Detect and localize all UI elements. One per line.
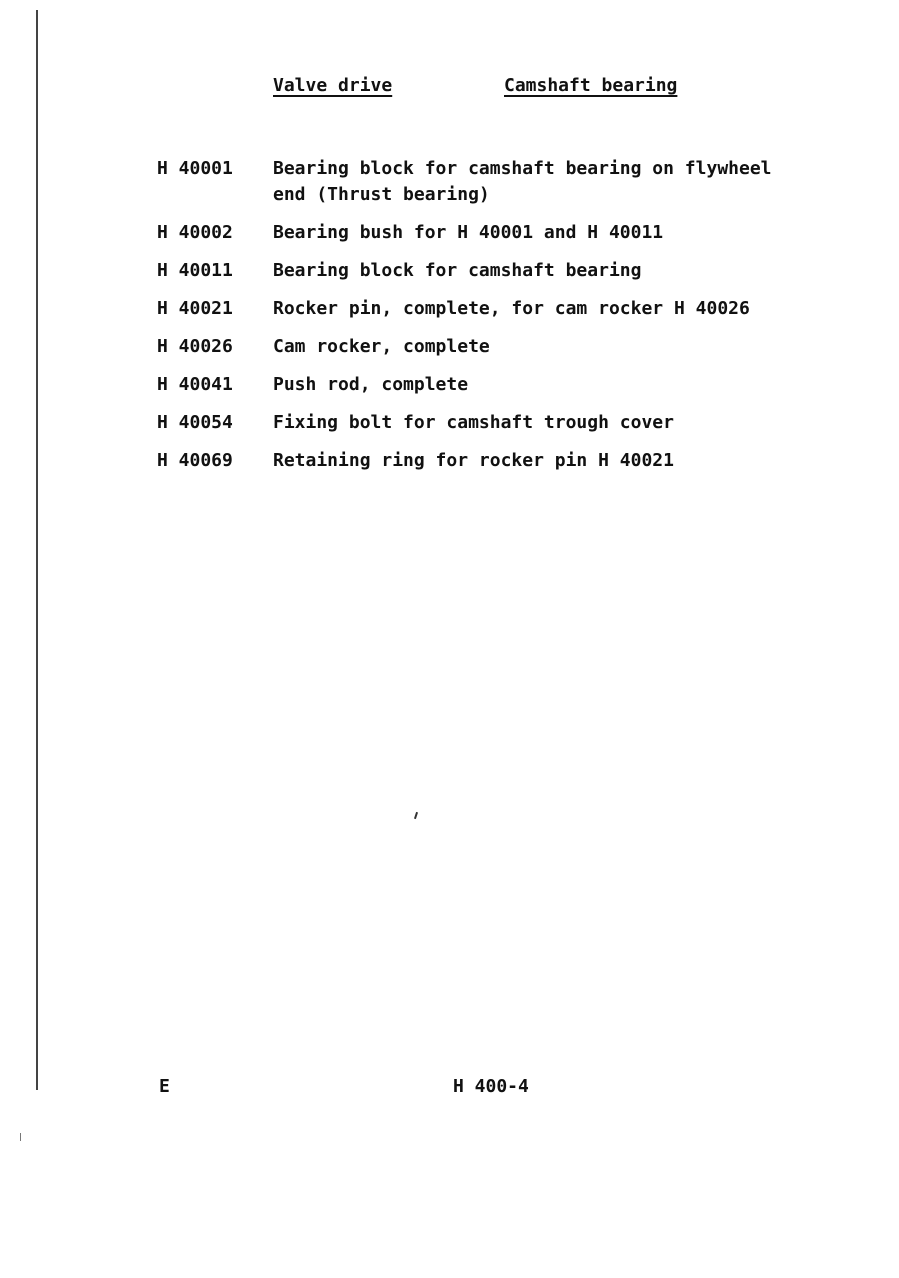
part-number: H 40001 <box>157 158 233 179</box>
section-heading: Valve drive <box>273 75 393 96</box>
part-description: Push rod, complete <box>273 374 469 395</box>
part-number: H 40041 <box>157 374 233 395</box>
parts-list <box>157 156 777 486</box>
part-number: H 40026 <box>157 336 233 357</box>
part-description: Cam rocker, complete <box>273 336 490 357</box>
margin-mark <box>20 1133 21 1141</box>
page-code: H 400-4 <box>453 1076 529 1097</box>
part-number: H 40011 <box>157 260 233 281</box>
part-description: Fixing bolt for camshaft trough cover <box>273 412 674 433</box>
part-number: H 40002 <box>157 222 233 243</box>
part-number: H 40021 <box>157 298 233 319</box>
part-description: Bearing block for camshaft bearing on flywheel end (Thrust bearing) <box>273 158 772 205</box>
part-number: H 40054 <box>157 412 233 433</box>
stray-ink-mark <box>414 812 418 819</box>
list-item <box>157 296 777 322</box>
binding-edge-line <box>36 10 38 1090</box>
language-mark: E <box>159 1076 170 1097</box>
list-item <box>157 334 777 360</box>
list-item <box>157 448 777 474</box>
list-item <box>157 156 777 208</box>
list-item <box>157 258 777 284</box>
list-item <box>157 410 777 436</box>
list-item <box>157 372 777 398</box>
part-description: Bearing block for camshaft bearing <box>273 260 642 281</box>
part-description: Retaining ring for rocker pin H 40021 <box>273 450 674 471</box>
list-item <box>157 220 777 246</box>
part-number: H 40069 <box>157 450 233 471</box>
part-description: Bearing bush for H 40001 and H 40011 <box>273 222 664 243</box>
subsection-heading: Camshaft bearing <box>504 75 678 96</box>
part-description: Rocker pin, complete, for cam rocker H 40026 <box>273 298 750 319</box>
